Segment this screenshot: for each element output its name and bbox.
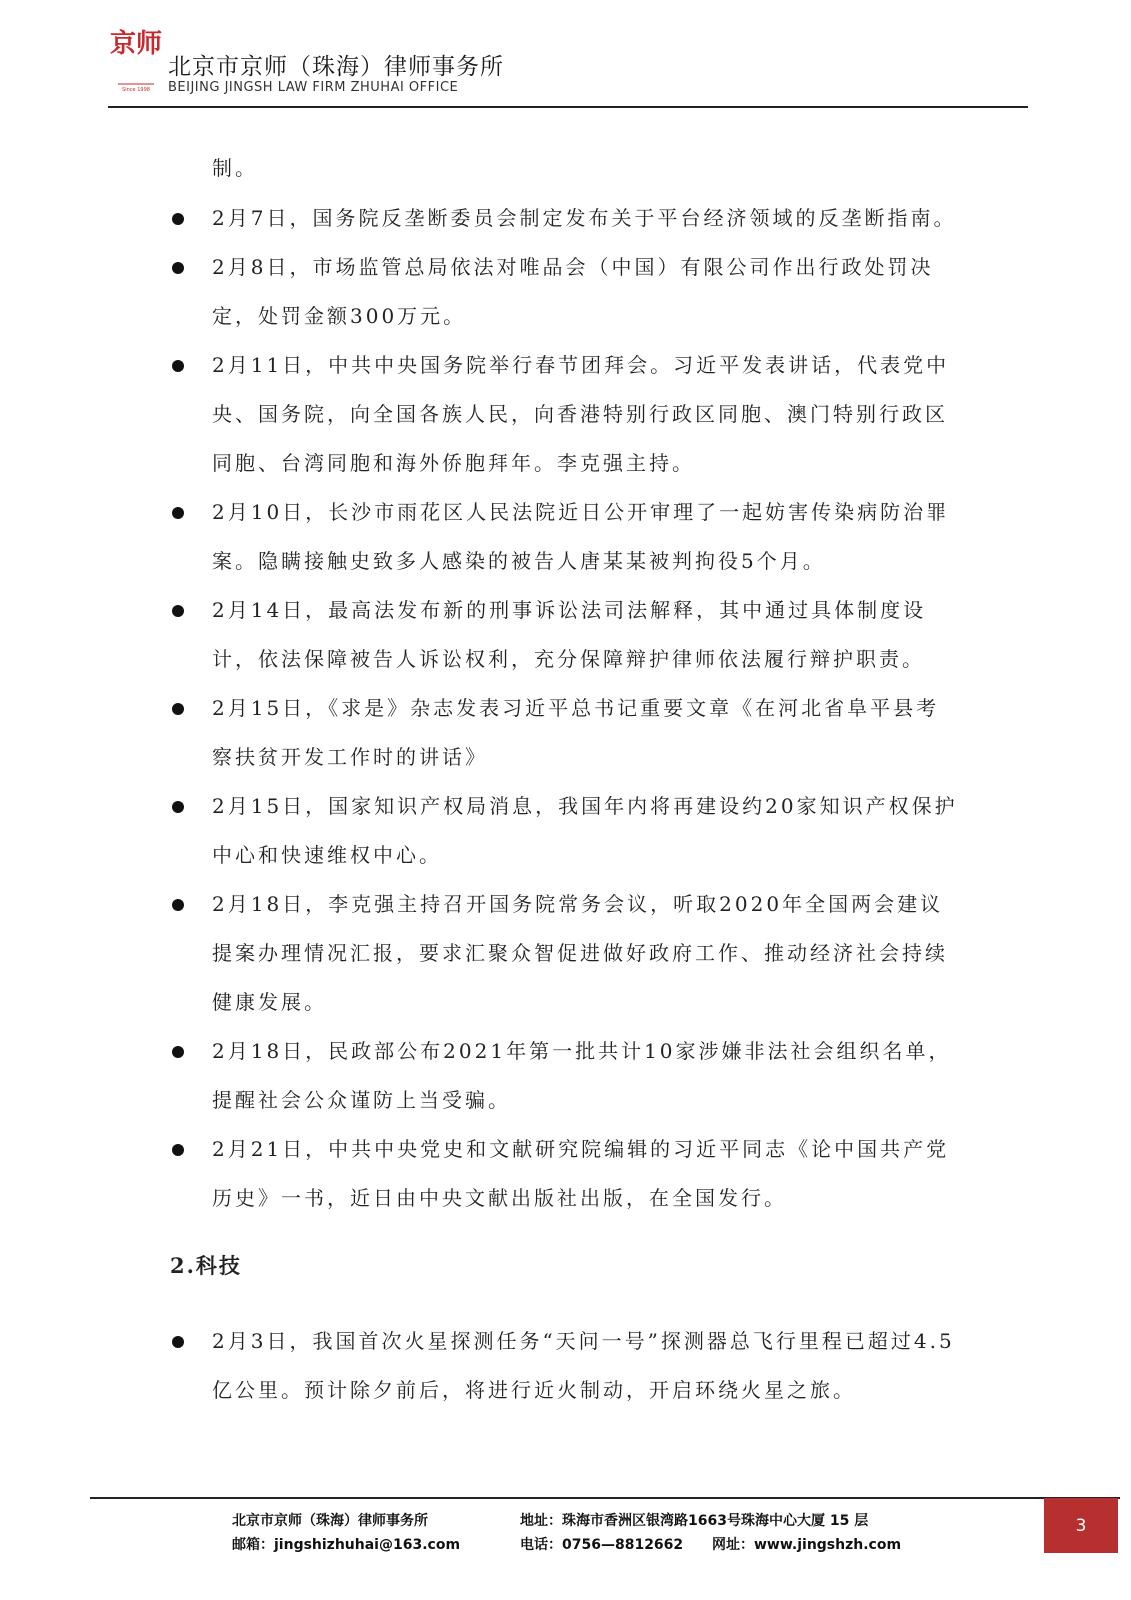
bullet-icon	[172, 605, 184, 617]
list-item-text: 2月8日，市场监管总局依法对唯品会（中国）有限公司作出行政处罚决定，处罚金额300万元。	[212, 255, 934, 328]
firm-logo-icon	[110, 24, 162, 94]
list-item-text: 2月21日，中共中央党史和文献研究院编辑的习近平同志《论中国共产党历史》一书，近日由中央文献出版社出版，在全国发行。	[212, 1137, 950, 1210]
list-item-text: 2月11日，中共中央国务院举行春节团拜会。习近平发表讲话，代表党中央、国务院，向全国各族人民，向香港特别行政区同胞、澳门特别行政区同胞、台湾同胞和海外侨胞拜年。李克强主持。	[212, 353, 950, 475]
bullet-icon	[172, 213, 184, 225]
list-item-text: 2月18日，民政部公布2021年第一批共计10家涉嫌非法社会组织名单，提醒社会公众谨防上当受骗。	[212, 1039, 952, 1112]
list-item	[170, 1125, 960, 1223]
page-footer	[232, 1510, 902, 1558]
page-number: 3	[1044, 1498, 1118, 1553]
list-item	[170, 1027, 960, 1125]
continuation-text: 制。	[212, 156, 258, 180]
list-item	[170, 1317, 960, 1415]
list-item-text: 2月15日，国家知识产权局消息，我国年内将再建设约20家知识产权保护中心和快速维权中心。	[212, 794, 958, 867]
logo-char-1: 京师	[110, 29, 162, 59]
footer-email: 邮箱：jingshizhuhai@163.com	[232, 1537, 461, 1553]
list-item-text: 2月7日，国务院反垄断委员会制定发布关于平台经济领域的反垄断指南。	[212, 206, 957, 230]
footer-address: 地址：珠海市香洲区银湾路1663号珠海中心大厦 15 层	[520, 1513, 869, 1529]
page-header	[108, 20, 1028, 108]
bullet-icon	[172, 1144, 184, 1156]
footer-website: 网址：www.jingshzh.com	[712, 1537, 902, 1553]
bullet-icon	[172, 801, 184, 813]
list-item-text: 2月18日，李克强主持召开国务院常务会议，听取2020年全国两会建议提案办理情况汇报，要求汇聚众智促进做好政府工作、推动经济社会持续健康发展。	[212, 892, 948, 1014]
bullet-icon	[172, 1046, 184, 1058]
list-item-text: 2月15日，《求是》杂志发表习近平总书记重要文章《在河北省阜平县考察扶贫开发工作时的讲话》	[212, 696, 940, 769]
bullet-icon	[172, 703, 184, 715]
list-item	[170, 488, 960, 586]
bullet-icon	[172, 1336, 184, 1348]
bullet-icon	[172, 262, 184, 274]
list-item-text: 2月3日，我国首次火星探测任务“天问一号”探测器总飞行里程已超过4.5亿公里。预计除夕前后，将进行近火制动，开启环绕火星之旅。	[212, 1329, 955, 1402]
firm-name-en: BEIJING JINGSH LAW FIRM ZHUHAI OFFICE	[168, 80, 459, 95]
list-item	[170, 586, 960, 684]
list-item	[170, 341, 960, 488]
news-list	[170, 194, 960, 1223]
bullet-icon	[172, 360, 184, 372]
list-item	[170, 782, 960, 880]
section-heading: 2.科技	[170, 1253, 242, 1278]
footer-firm-name: 北京市京师（珠海）律师事务所	[232, 1513, 428, 1529]
bullet-icon	[172, 507, 184, 519]
list-item	[170, 194, 960, 243]
logo-year: Since 1998	[122, 87, 150, 93]
tech-news-list	[170, 1317, 960, 1415]
list-item	[170, 684, 960, 782]
list-item-text: 2月10日，长沙市雨花区人民法院近日公开审理了一起妨害传染病防治罪案。隐瞒接触史致多人感染的被告人唐某某被判拘役5个月。	[212, 500, 950, 573]
list-item	[170, 243, 960, 341]
header-divider	[108, 106, 1028, 108]
list-item-text: 2月14日，最高法发布新的刑事诉讼法司法解释，其中通过具体制度设计，依法保障被告人诉讼权利，充分保障辩护律师依法履行辩护职责。	[212, 598, 927, 671]
footer-phone: 电话：0756—8812662	[520, 1537, 684, 1553]
bullet-icon	[172, 899, 184, 911]
firm-name: 北京市京师（珠海）律师事务所	[168, 54, 504, 80]
footer-divider	[90, 1497, 1120, 1499]
list-item	[170, 880, 960, 1027]
